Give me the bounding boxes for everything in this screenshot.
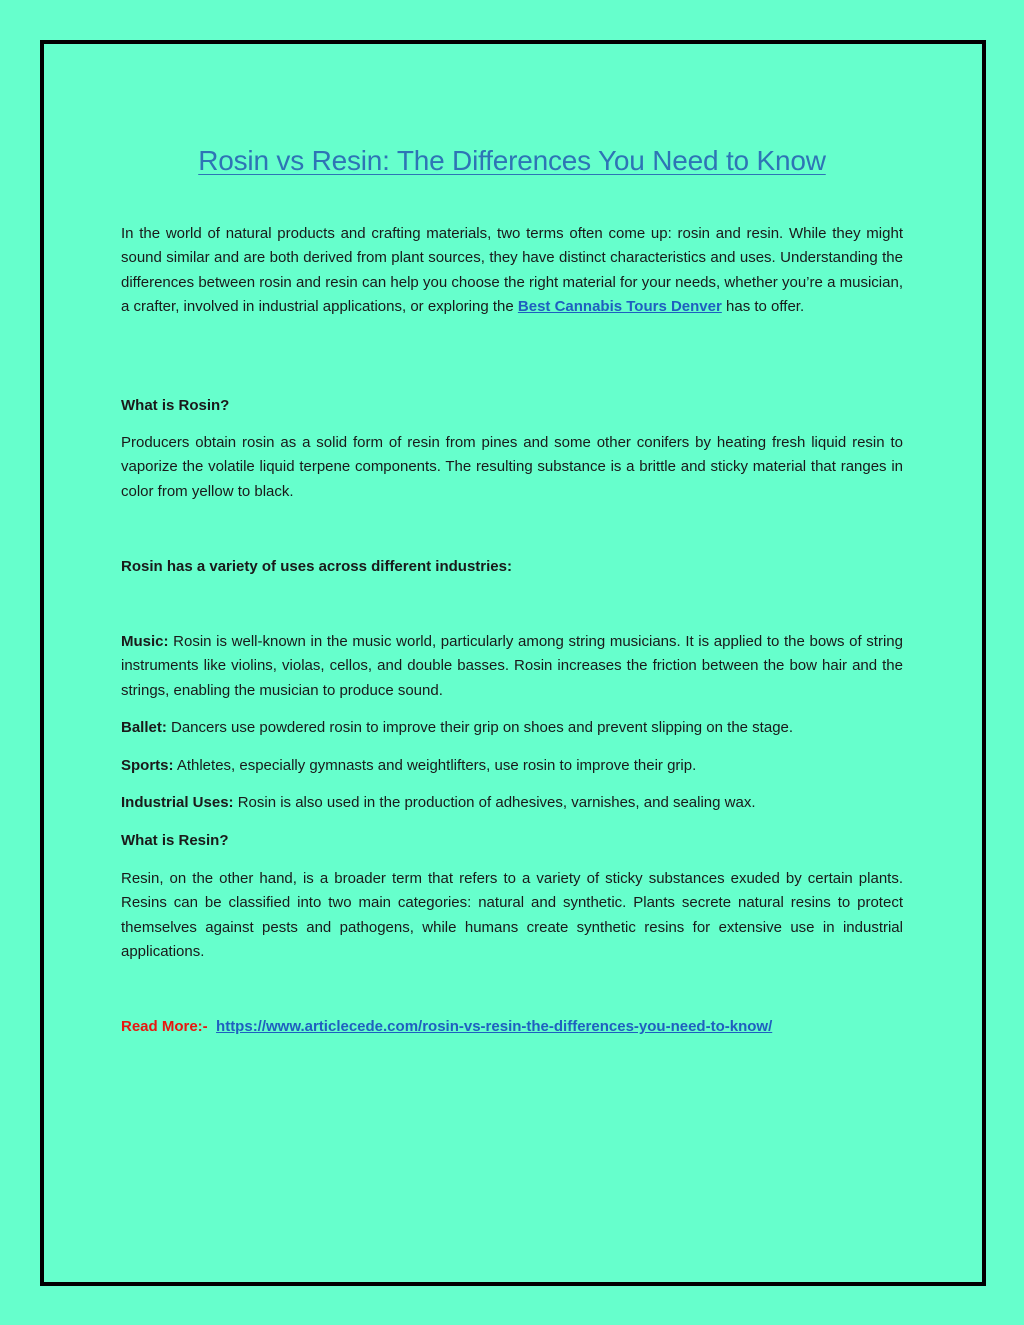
read-more-line: [121, 1015, 903, 1039]
use-term: Ballet:: [121, 719, 167, 736]
use-item-music: [121, 630, 903, 703]
best-cannabis-tours-link[interactable]: Best Cannabis Tours Denver: [517, 297, 722, 315]
uses-heading: Rosin has a variety of uses across different industries:: [121, 558, 512, 575]
use-text: Rosin is well-known in the music world, particularly among string musicians. It is applied to the bows of string instruments like violins, violas, cellos, and double basses. Rosin increases the friction between the bow hair and the strings, enabling the musician to produce sound.: [121, 633, 903, 699]
use-item-ballet: [121, 716, 903, 740]
use-text: Rosin is also used in the production of adhesives, varnishes, and sealing wax.: [233, 794, 756, 811]
use-term: Sports:: [121, 757, 174, 774]
use-term: Music:: [121, 633, 169, 650]
intro-paragraph: [121, 222, 903, 319]
document-title: Rosin vs Resin: The Differences You Need to Know: [198, 145, 826, 176]
intro-text: In the world of natural products and crafting materials, two terms often come up: rosin and resin. While they might sound similar and are both derived from plant sources, they have distinct characteristics and uses. Understanding the differences between rosin and resin can help you choose the right material for your needs, whether you’re a musician, a crafter, involved in industrial applications, or exploring the: [121, 225, 903, 315]
resin-paragraph: Resin, on the other hand, is a broader term that refers to a variety of sticky substances exuded by certain plants. Resins can be classified into two main categories: natural and synthetic. Plants secrete natural resins to protect themselves against pests and pathogens, while humans create synthetic resins for extensive use in industrial applications.: [121, 870, 903, 960]
rosin-heading: What is Rosin?: [121, 397, 230, 414]
resin-heading: What is Resin?: [121, 832, 229, 849]
read-more-label: Read More:-: [121, 1018, 208, 1035]
use-term: Industrial Uses:: [121, 794, 234, 811]
read-more-link[interactable]: https://www.articlecede.com/rosin-vs-resin-the-differences-you-need-to-know/: [216, 1018, 773, 1035]
use-item-industrial: [121, 791, 903, 815]
intro-text-end: has to offer.: [721, 297, 805, 315]
use-text: Dancers use powdered rosin to improve their grip on shoes and prevent slipping on the stage.: [166, 719, 794, 736]
rosin-paragraph: Producers obtain rosin as a solid form of resin from pines and some other conifers by heating fresh liquid resin to vaporize the volatile liquid terpene components. The resulting substance is a brittle and sticky material that ranges in color from yellow to black.: [121, 434, 903, 500]
use-text: Athletes, especially gymnasts and weightlifters, use rosin to improve their grip.: [173, 757, 697, 774]
use-item-sports: [121, 754, 903, 778]
